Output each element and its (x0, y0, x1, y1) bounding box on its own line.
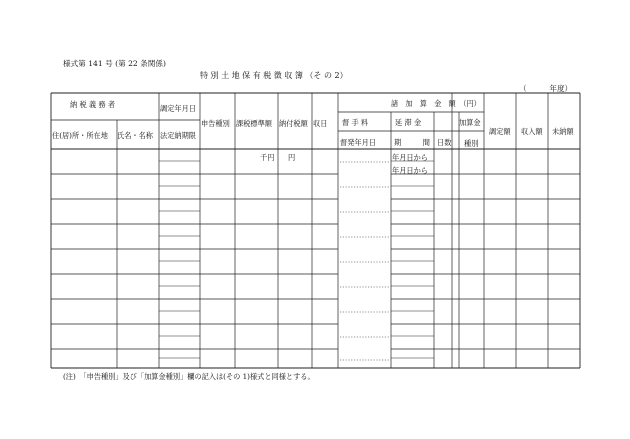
header-days: 日数 (437, 138, 452, 147)
header-received-amount: 収入額 (521, 127, 543, 136)
header-period: 期 間 (394, 138, 430, 147)
form-number: 様式第 141 号 (第 22 条関係) (63, 59, 166, 68)
header-assessment-date: 調定年月日 (160, 104, 196, 113)
first-row-from-2: 年月日から (392, 166, 428, 175)
header-receipt-date: 収日 (313, 119, 328, 128)
fiscal-year-label: （ 年度） (519, 84, 573, 93)
first-row-thousand-yen: 千円 (260, 153, 275, 162)
header-name: 氏名・名称 (117, 131, 153, 140)
header-delinquency: 延 滞 金 (395, 118, 422, 127)
header-address: 住(居)所・所在地 (52, 131, 108, 140)
header-additional-tax: 加算金 (459, 118, 481, 127)
first-row-yen: 円 (288, 153, 296, 162)
header-assessed-amount: 調定額 (489, 127, 511, 136)
header-statutory-due-date: 法定納期限 (160, 131, 196, 140)
header-taxpayer: 納 税 義 務 者 (70, 100, 116, 109)
header-filing-type: 申告種別 (201, 119, 230, 128)
header-dunning-date: 督発年月日 (340, 138, 376, 147)
header-unpaid-amount: 未納額 (552, 127, 574, 136)
header-tax-payable: 納付税額 (279, 119, 308, 128)
page-title: 特 別 土 地 保 有 税 徴 収 簿 （そ の 2） (200, 71, 348, 80)
form-note: (注) 「申告種別」及び「加算金種別」欄の記入は(その 1)様式と同様とする。 (63, 372, 315, 381)
header-dunning-fee: 督 手 料 (342, 118, 369, 127)
header-type: 種別 (464, 139, 479, 148)
first-row-from-1: 年月日から (392, 153, 428, 162)
header-tax-base: 課税標準額 (236, 119, 272, 128)
header-various-charges: 諸 加 算 金 額 （円） (391, 99, 481, 108)
